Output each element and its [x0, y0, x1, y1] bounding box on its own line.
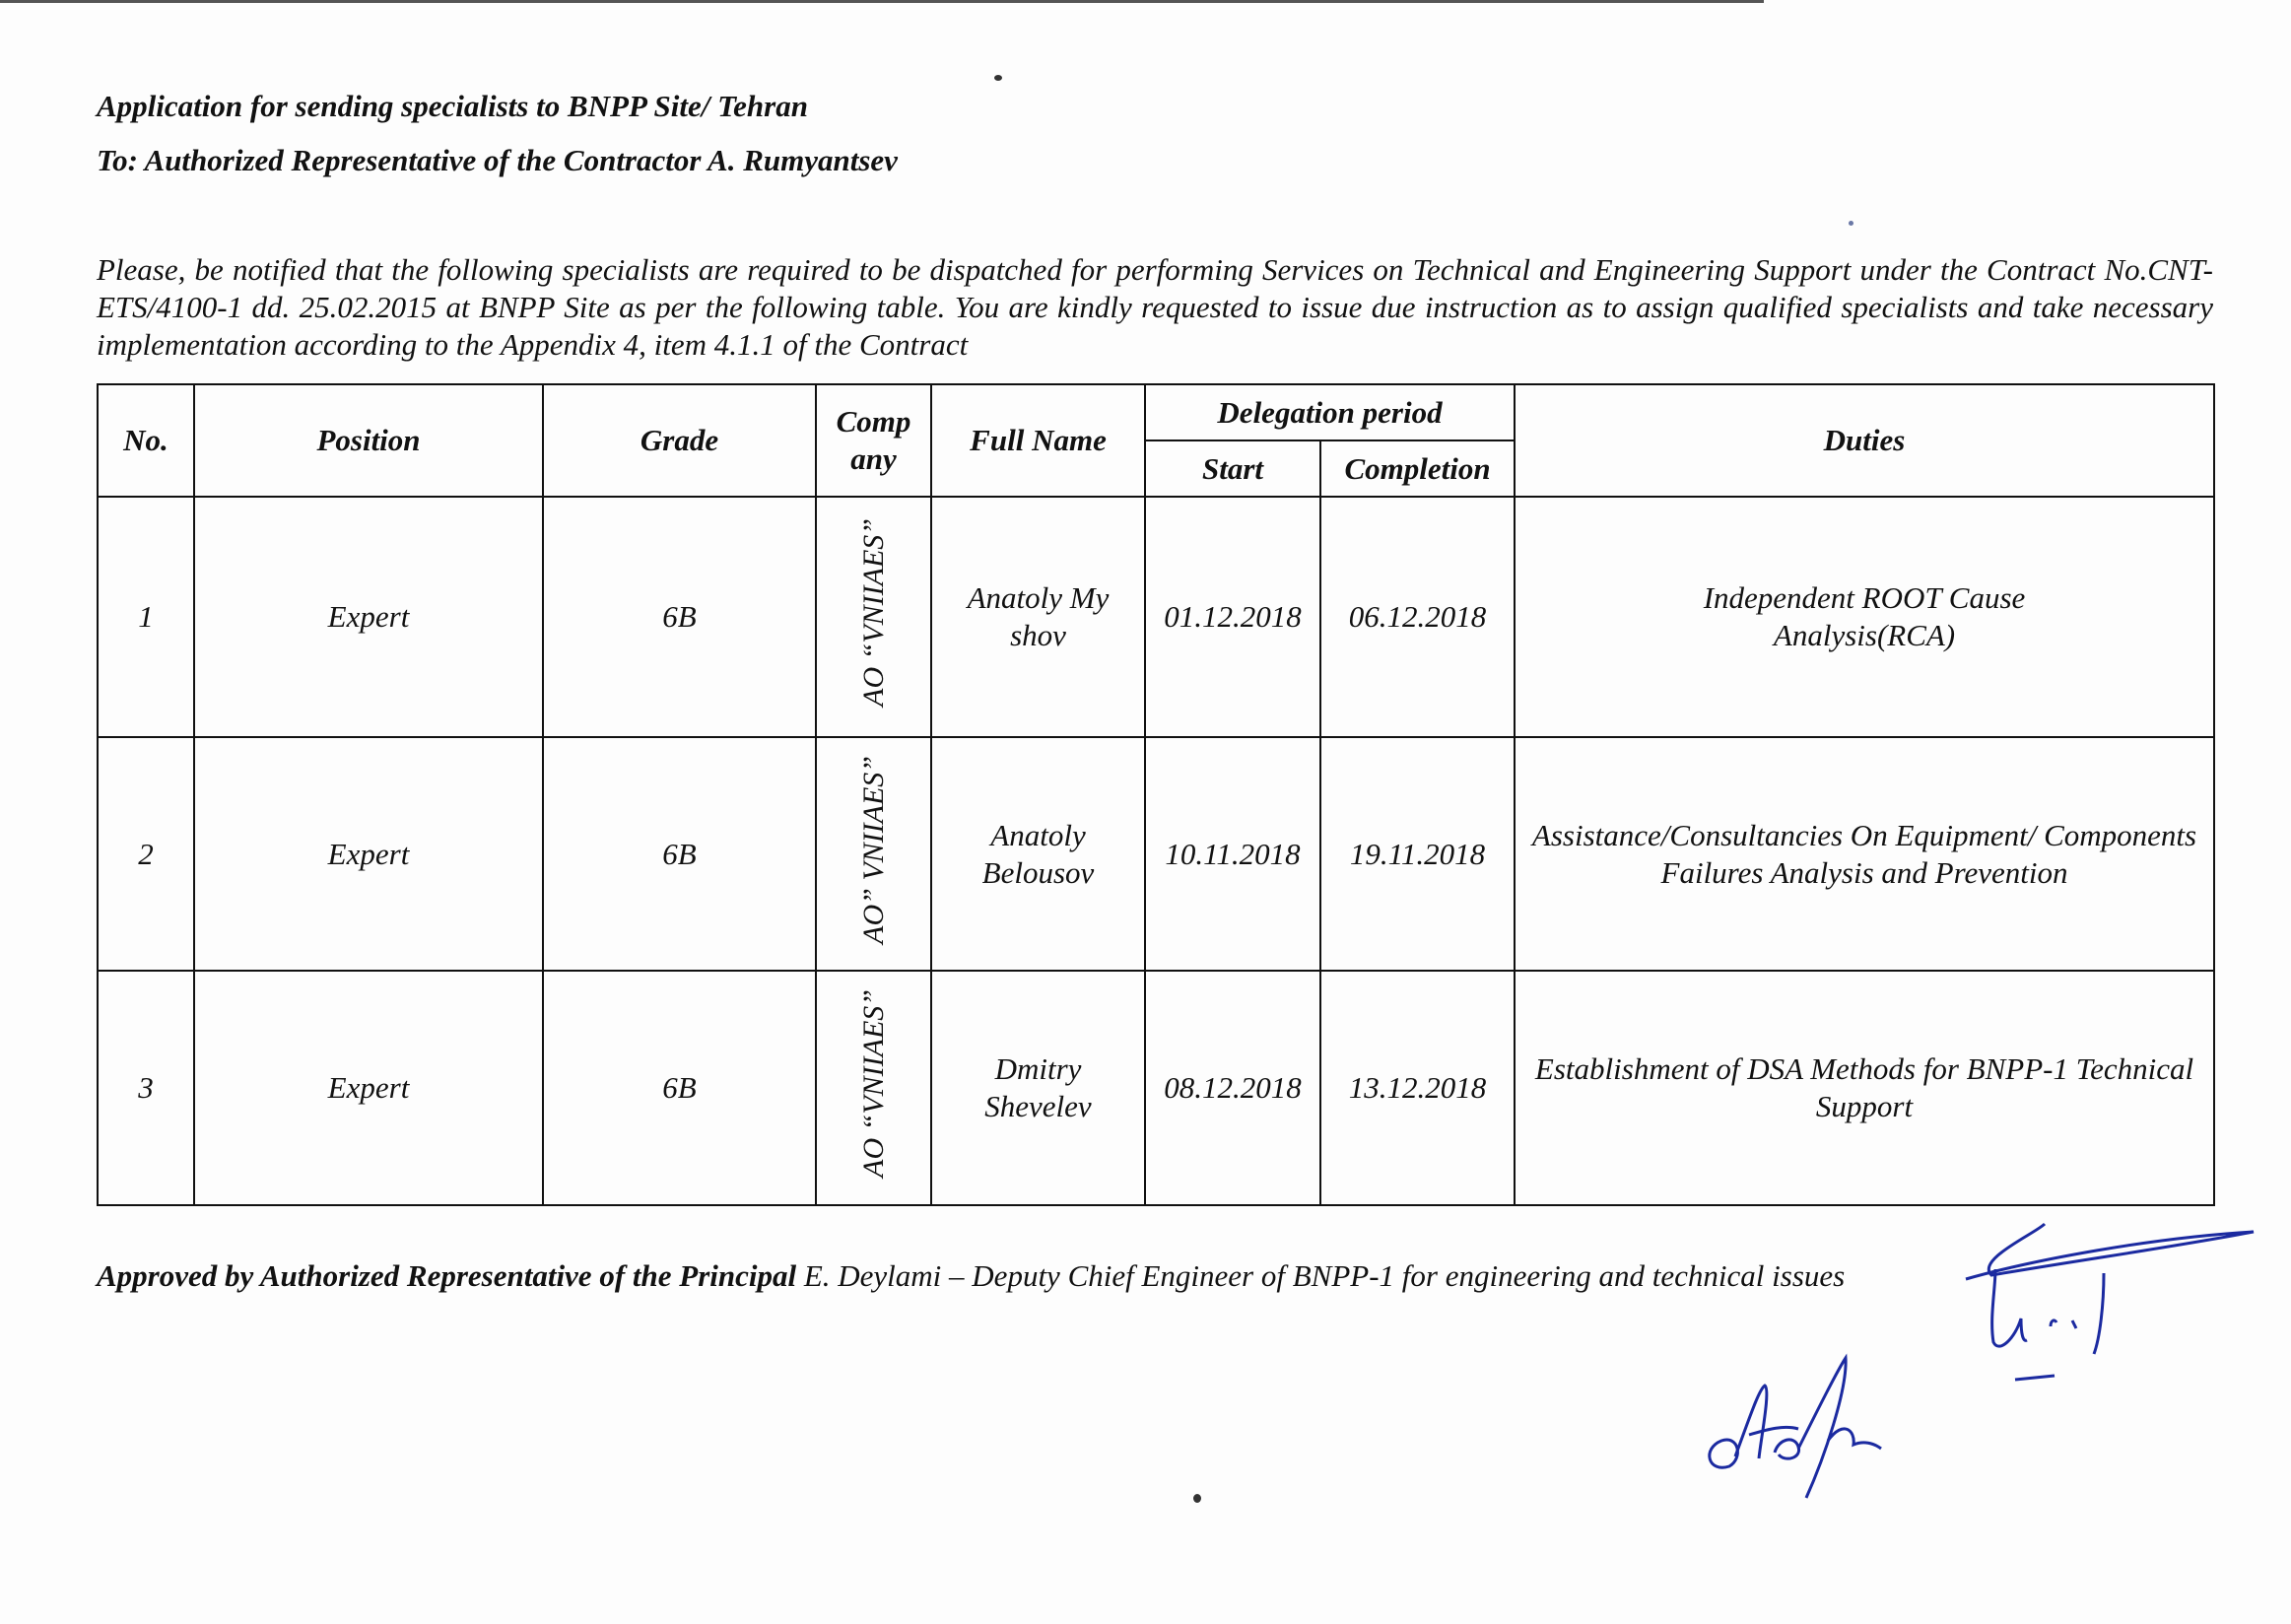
scan-speck [994, 75, 1002, 81]
approval-line [97, 1258, 1845, 1294]
header-full-name: Full Name [931, 384, 1145, 497]
row-duties-line1: Independent ROOT Cause [1703, 580, 2026, 615]
row-company-cell [816, 737, 931, 971]
top-border-line [0, 0, 1764, 3]
row-completion: 06.12.2018 [1320, 497, 1515, 737]
row-grade: 6B [543, 497, 816, 737]
header-no: No. [98, 384, 194, 497]
row-company-cell [816, 497, 931, 737]
row-name-line2: Belousov [981, 854, 1095, 890]
row-duties-line1: Assistance/Consultancies On Equipment/ Components [1531, 817, 2197, 852]
row-position: Expert [194, 497, 543, 737]
row-position: Expert [194, 737, 543, 971]
table-row [98, 737, 2214, 971]
row-no: 2 [98, 737, 194, 971]
header-company-line2: any [850, 441, 897, 476]
row-duties-line2: Failures Analysis and Prevention [1660, 854, 2068, 890]
row-duties-line1: Establishment of DSA Methods for BNPP-1 Technical [1534, 1051, 2194, 1086]
row-full-name [931, 971, 1145, 1205]
row-name-line2: shov [1010, 618, 1066, 652]
header-company [816, 384, 931, 497]
initials-graphic [1956, 1210, 2261, 1397]
row-duties [1515, 737, 2214, 971]
handwritten-signature-graphic [1700, 1350, 1917, 1508]
row-completion: 13.12.2018 [1320, 971, 1515, 1205]
table-row [98, 971, 2214, 1205]
row-full-name [931, 497, 1145, 737]
addressee-line: To: Authorized Representative of the Contractor A. Rumyantsev [97, 143, 898, 177]
row-name-line2: Shevelev [984, 1089, 1092, 1123]
row-start: 01.12.2018 [1145, 497, 1320, 737]
row-duties [1515, 971, 2214, 1205]
row-company: AO” VNIIAES” [856, 755, 890, 944]
row-no: 3 [98, 971, 194, 1205]
table-header-row [98, 384, 2214, 440]
row-duties [1515, 497, 2214, 737]
row-start: 10.11.2018 [1145, 737, 1320, 971]
row-company: AO “VNIIAES” [856, 989, 890, 1178]
row-company: AO “VNIIAES” [856, 518, 890, 707]
row-name-line1: Dmitry [994, 1051, 1082, 1086]
header-duties: Duties [1515, 384, 2214, 497]
approval-text: E. Deylami – Deputy Chief Engineer of BNPP-1 for engineering and technical issues [796, 1258, 1846, 1293]
scan-speck [1849, 221, 1853, 226]
row-position: Expert [194, 971, 543, 1205]
header-grade: Grade [543, 384, 816, 497]
header-start: Start [1145, 440, 1320, 497]
specialists-table [97, 383, 2215, 1206]
row-start: 08.12.2018 [1145, 971, 1320, 1205]
intro-paragraph: Please, be notified that the following specialists are required to be dispatched for performing Services on Technical and Engineering Support under the Contract No.CNT-ETS/4100-1 dd. 25.02.2015 at BNPP Site as per the following table. You are kindly requested to issue due instruction as to assign qualified specialists and take necessary implementation according to the Appendix 4, item 4.1.1 of the Contract [97, 252, 2213, 362]
header-company-line1: Comp [836, 404, 911, 439]
header-delegation-period: Delegation period [1145, 384, 1515, 440]
row-name-line1: Anatoly [990, 817, 1086, 852]
row-full-name [931, 737, 1145, 971]
row-company-cell [816, 971, 931, 1205]
row-duties-line2: Support [1815, 1089, 1914, 1123]
scan-speck [1193, 1494, 1201, 1503]
document-title: Application for sending specialists to BNPP Site/ Tehran [97, 89, 808, 123]
header-completion: Completion [1320, 440, 1515, 497]
table-row [98, 497, 2214, 737]
row-name-line1: Anatoly My [967, 580, 1110, 615]
row-grade: 6B [543, 737, 816, 971]
row-grade: 6B [543, 971, 816, 1205]
row-duties-line2: Analysis(RCA) [1773, 618, 1956, 652]
approval-label: Approved by Authorized Representative of the Principal [97, 1258, 797, 1293]
header-position: Position [194, 384, 543, 497]
row-no: 1 [98, 497, 194, 737]
row-completion: 19.11.2018 [1320, 737, 1515, 971]
